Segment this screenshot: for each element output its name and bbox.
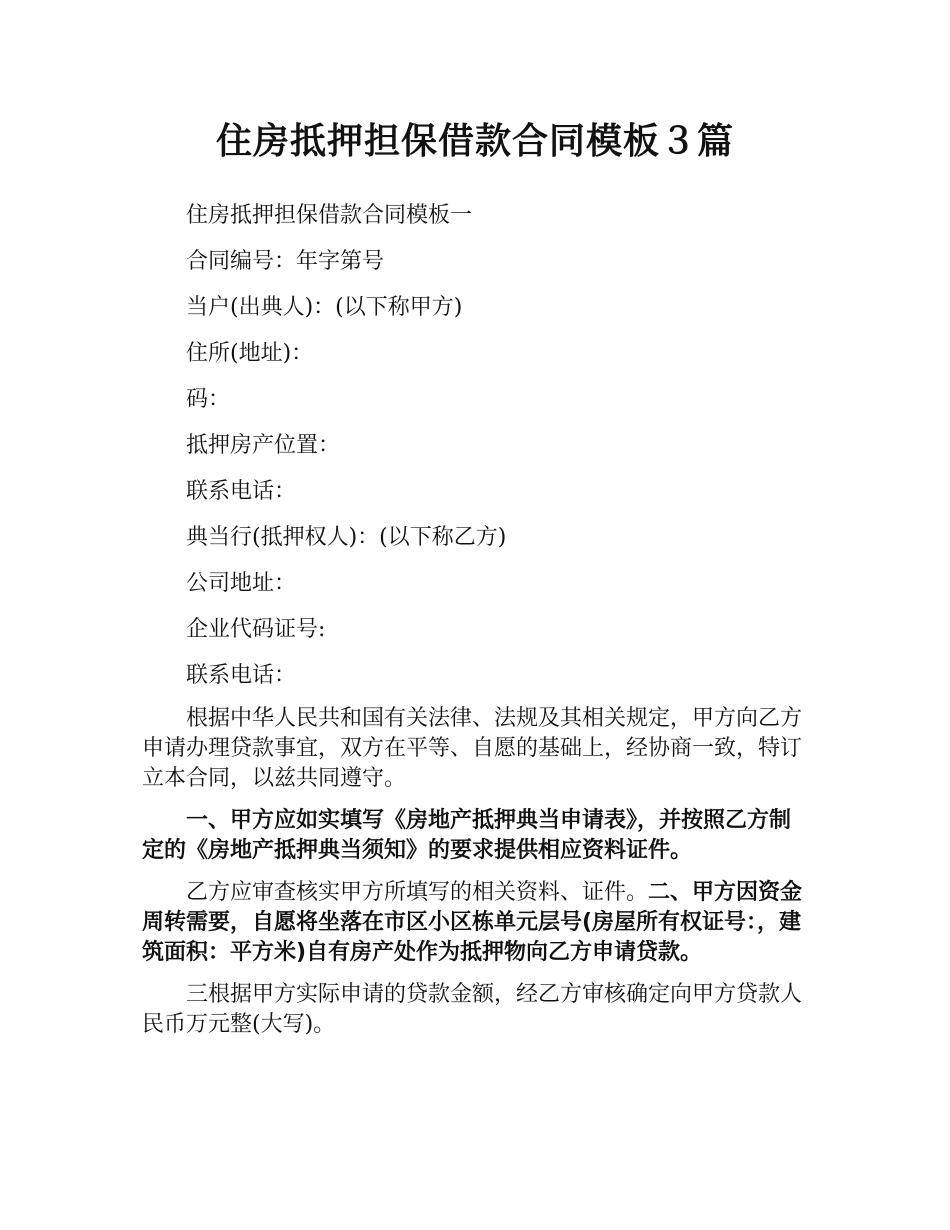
paragraph-clause-2 [142,878,812,968]
doc-line: 合同编号：年字第号 [186,249,385,274]
doc-line: 联系电话： [186,663,297,688]
paragraph-clause-3: 三根据甲方实际申请的贷款金额，经乙方审核确定向甲方贷款人民币万元整(大写)。 [142,982,803,1037]
doc-line: 住房抵押担保借款合同模板一 [186,203,473,228]
doc-line: 码： [186,387,231,412]
doc-line: 住所(地址)： [186,341,314,366]
doc-line: 联系电话： [186,479,297,504]
doc-line: 企业代码证号: [186,617,326,642]
document-body [142,198,812,1052]
doc-line: 公司地址： [186,571,297,596]
doc-line: 典当行(抵押权人)：(以下称乙方) [186,525,507,550]
clause-2-bold-text: 二、甲方因资金周转需要，自愿将坐落在市区小区栋单元层号(房屋所有权证号：，建筑面积：平方米)自有房产处作为抵押物向乙方申请贷款。 [142,880,803,965]
paragraph-clause-1: 一、甲方应如实填写《房地产抵押典当申请表》，并按照乙方制定的《房地产抵押典当须知》的要求提供相应资料证件。 [142,808,792,863]
paragraph-preamble: 根据中华人民共和国有关法律、法规及其相关规定，甲方向乙方申请办理贷款事宜，双方在平等、自愿的基础上，经协商一致，特订立本合同，以兹共同遵守。 [142,706,803,791]
document-title: 住房抵押担保借款合同模板３篇 [215,121,734,162]
doc-line: 抵押房产位置： [186,433,341,458]
doc-line: 当户(出典人)：(以下称甲方) [186,295,463,320]
clause-review-text: 乙方应审查核实甲方所填写的相关资料、证件。 [186,880,649,905]
